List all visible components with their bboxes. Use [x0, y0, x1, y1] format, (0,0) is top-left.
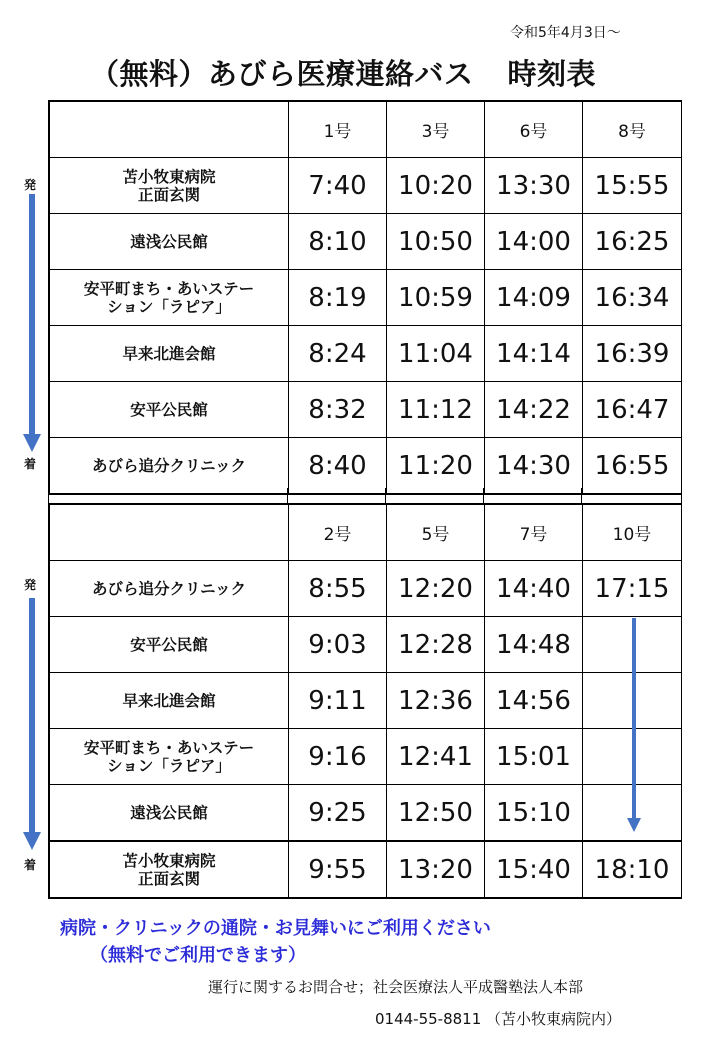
departure-time: 16:34	[583, 270, 682, 326]
departure-time: 11:04	[387, 326, 485, 382]
inbound-timetable	[48, 503, 682, 899]
effective-date: 令和5年4月3日～	[510, 25, 621, 41]
down-arrow-icon	[22, 598, 42, 850]
departure-time: 11:20	[387, 438, 485, 494]
usage-note: 病院・クリニックの通院・お見舞いにご利用ください	[60, 918, 491, 939]
departure-time: 14:14	[485, 326, 583, 382]
express-down-arrow-icon	[624, 618, 644, 832]
arrive-label: 着	[24, 457, 37, 471]
departure-time: 14:40	[485, 561, 583, 617]
departure-time: 9:11	[289, 673, 387, 729]
departure-time: 10:20	[387, 158, 485, 214]
departure-time: 14:48	[485, 617, 583, 673]
departure-time: 16:39	[583, 326, 682, 382]
down-arrow-icon	[22, 194, 42, 452]
departure-time: 8:32	[289, 382, 387, 438]
timetable-row	[50, 214, 682, 270]
bus-number: 7号	[485, 505, 583, 561]
timetable-row	[50, 158, 682, 214]
stop-name: 早来北進会館	[50, 673, 289, 729]
header-corner	[50, 505, 289, 561]
stop-name: 遠浅公民館	[50, 785, 289, 842]
bus-number: 5号	[387, 505, 485, 561]
stop-name: 遠浅公民館	[50, 214, 289, 270]
free-note: （無料でご利用できます）	[90, 945, 306, 966]
departure-time: 10:59	[387, 270, 485, 326]
departure-time: 12:50	[387, 785, 485, 842]
bus-number: 8号	[583, 102, 682, 158]
timetable-row	[50, 270, 682, 326]
departure-time: 8:10	[289, 214, 387, 270]
departure-time: 18:10	[583, 841, 682, 898]
timetable-row	[50, 382, 682, 438]
depart-label: 発	[24, 578, 37, 592]
departure-time: 8:55	[289, 561, 387, 617]
timetable-row	[50, 841, 682, 898]
departure-time: 12:28	[387, 617, 485, 673]
title-main: （無料）あびら医療連絡バス	[90, 57, 474, 91]
departure-time: 8:40	[289, 438, 387, 494]
departure-time: 16:47	[583, 382, 682, 438]
phone-number: 0144-55-8811 （苫小牧東病院内）	[375, 1010, 622, 1028]
bus-number: 3号	[387, 102, 485, 158]
departure-time: 17:15	[583, 561, 682, 617]
header-corner	[50, 102, 289, 158]
departure-time: 12:41	[387, 729, 485, 785]
stop-name: あびら追分クリニック	[50, 561, 289, 617]
page-title	[90, 52, 596, 93]
departure-time: 15:55	[583, 158, 682, 214]
departure-time: 12:20	[387, 561, 485, 617]
departure-time: 8:19	[289, 270, 387, 326]
depart-label: 発	[24, 178, 37, 192]
departure-time: 16:25	[583, 214, 682, 270]
timetable-row	[50, 729, 682, 785]
outbound-timetable	[48, 100, 682, 495]
departure-time: 9:16	[289, 729, 387, 785]
departure-time: 15:01	[485, 729, 583, 785]
departure-time: 15:10	[485, 785, 583, 842]
departure-time: 14:30	[485, 438, 583, 494]
departure-time: 16:55	[583, 438, 682, 494]
stop-name: 安平町まち・あいステー ション「ラピア」	[50, 729, 289, 785]
bus-number: 6号	[485, 102, 583, 158]
outbound-header-row	[50, 102, 682, 158]
departure-time: 14:56	[485, 673, 583, 729]
departure-time: 8:24	[289, 326, 387, 382]
departure-time: 11:12	[387, 382, 485, 438]
stop-name: 安平公民館	[50, 617, 289, 673]
stop-name: 安平町まち・あいステー ション「ラピア」	[50, 270, 289, 326]
table-separator	[48, 488, 682, 503]
inbound-header-row	[50, 505, 682, 561]
departure-time: 9:55	[289, 841, 387, 898]
contact-info: 運行に関するお問合せ；社会医療法人平成醫塾法人本部	[208, 978, 584, 996]
stop-name: 早来北進会館	[50, 326, 289, 382]
stop-name: あびら追分クリニック	[50, 438, 289, 494]
departure-time: 15:40	[485, 841, 583, 898]
bus-number: 10号	[583, 505, 682, 561]
timetable-row	[50, 326, 682, 382]
timetable-row	[50, 673, 682, 729]
departure-time: 9:03	[289, 617, 387, 673]
title-suffix: 時刻表	[507, 57, 597, 91]
timetable-row	[50, 785, 682, 842]
timetable-row	[50, 561, 682, 617]
stop-name: 苫小牧東病院 正面玄関	[50, 841, 289, 898]
departure-time: 10:50	[387, 214, 485, 270]
departure-time: 13:30	[485, 158, 583, 214]
departure-time: 9:25	[289, 785, 387, 842]
stop-name: 苫小牧東病院 正面玄関	[50, 158, 289, 214]
departure-time: 14:09	[485, 270, 583, 326]
bus-number: 1号	[289, 102, 387, 158]
stop-name: 安平公民館	[50, 382, 289, 438]
timetable-row	[50, 438, 682, 494]
departure-time: 12:36	[387, 673, 485, 729]
departure-time: 14:00	[485, 214, 583, 270]
departure-time: 7:40	[289, 158, 387, 214]
bus-number: 2号	[289, 505, 387, 561]
departure-time: 13:20	[387, 841, 485, 898]
departure-time: 14:22	[485, 382, 583, 438]
arrive-label: 着	[24, 858, 37, 872]
timetable-row	[50, 617, 682, 673]
